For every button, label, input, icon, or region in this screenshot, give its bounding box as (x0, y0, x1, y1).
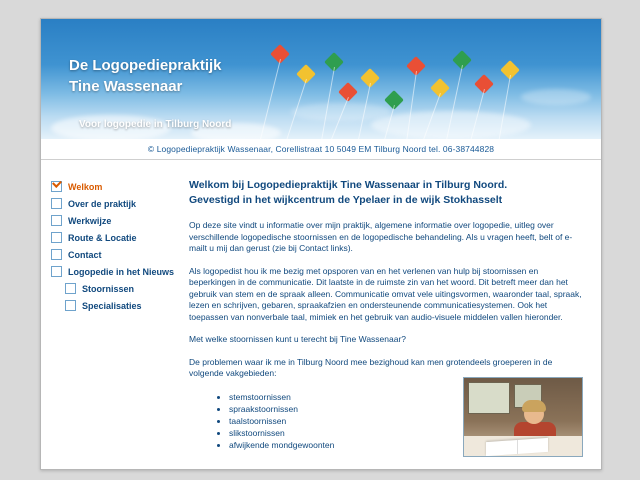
page-title-line-2: Gevestigd in het wijkcentrum de Ypelaer in de wijk Stokhasselt (189, 194, 503, 206)
photo-child-hair (522, 400, 546, 412)
copyright-bar (41, 139, 601, 160)
list-item: • afwijkende mondgewoonten (229, 439, 583, 451)
site-banner (41, 19, 601, 139)
sidebar-item-stoornissen[interactable] (51, 280, 181, 297)
practice-photo (463, 377, 583, 457)
sidebar-item-werkwijze[interactable] (51, 212, 181, 229)
checkbox-icon (51, 215, 62, 226)
page-title-line-1: Welkom bij Logopediepraktijk Tine Wassenaar in Tilburg Noord. (189, 179, 508, 191)
site-title (69, 55, 222, 97)
intro-paragraph: Op deze site vindt u informatie over mijn praktijk, algemene informatie over logopedie, uitleg over verschillende logopedische stoornissen en de logopedische behandeling. Als u vragen heeft, belt of e-mailt u mij dan gerust (zie bij Contact links). (189, 220, 573, 253)
sidebar-item-welkom[interactable] (51, 178, 181, 195)
about-paragraph: Als logopedist hou ik me bezig met opsporen van en het verlenen van hulp bij stoornissen en beperkingen in de communicatie. Dit laatste in de ruimste zin van het woord. Dit betreft meer dan het gebruik van stem en de spraak alleen. Communicatie omvat vele uitingsvormen, waaronder taal, spraak, lezen en schrijven, gebaren, spraakafzien en ondersteunende communicatiesystemen. Ook het toepassen van nonverbale taal, mimiek en het gebruik van audio-visuele middelen vallen hieronder. (189, 265, 582, 322)
sidebar-item-logopedie-in-het-nieuws[interactable] (51, 263, 181, 280)
cloud-decoration (521, 89, 591, 105)
sidebar-item-label: Welkom (68, 181, 103, 192)
sidebar-item-label: Route & Locatie (68, 232, 137, 243)
checkbox-checked-icon (51, 181, 62, 192)
sidebar-item-label: Stoornissen (82, 283, 135, 294)
site-title-line-1: De Logopediepraktijk (69, 57, 222, 74)
sidebar-item-label: Logopedie in het Nieuws (68, 266, 175, 277)
list-item: • spraakstoornissen (229, 403, 583, 415)
page-title (189, 178, 583, 208)
copyright-text: © Logopediepraktijk Wassenaar, Corellistraat 10 5049 EM Tilburg Noord tel. 06-38744828 (147, 144, 495, 154)
checkbox-icon (51, 249, 62, 260)
checkbox-icon (65, 300, 76, 311)
site-title-line-2: Tine Wassenaar (69, 78, 183, 95)
sidebar-item-label: Werkwijze (68, 215, 112, 226)
sidebar-nav (41, 160, 181, 470)
sidebar-item-label: Over de praktijk (68, 198, 137, 209)
sidebar-item-contact[interactable] (51, 246, 181, 263)
checkbox-icon (51, 232, 62, 243)
body-wrapper (41, 160, 601, 470)
checkbox-icon (51, 266, 62, 277)
sidebar-item-route-locatie[interactable] (51, 229, 181, 246)
photo-window (468, 382, 510, 414)
sidebar-item-specialisaties[interactable] (51, 297, 181, 314)
checkbox-icon (65, 283, 76, 294)
page-container (40, 18, 602, 470)
list-item: • taalstoornissen (229, 415, 583, 427)
list-item: • slikstoornissen (229, 427, 583, 439)
question-paragraph: Met welke stoornissen kunt u terecht bij Tine Wassenaar? (189, 334, 407, 344)
list-item: • stemstoornissen (229, 391, 583, 403)
sidebar-item-label: Specialisaties (82, 300, 142, 311)
sidebar-item-over-de-praktijk[interactable] (51, 195, 181, 212)
categories-intro-paragraph: De problemen waar ik me in Tilburg Noord mee bezighoud kan men grotendeels groeperen in de volgende vakgebieden: (189, 356, 553, 378)
sidebar-item-label: Contact (68, 249, 102, 260)
site-subtitle: Voor logopedie in Tilburg Noord (79, 119, 232, 130)
checkbox-icon (51, 198, 62, 209)
